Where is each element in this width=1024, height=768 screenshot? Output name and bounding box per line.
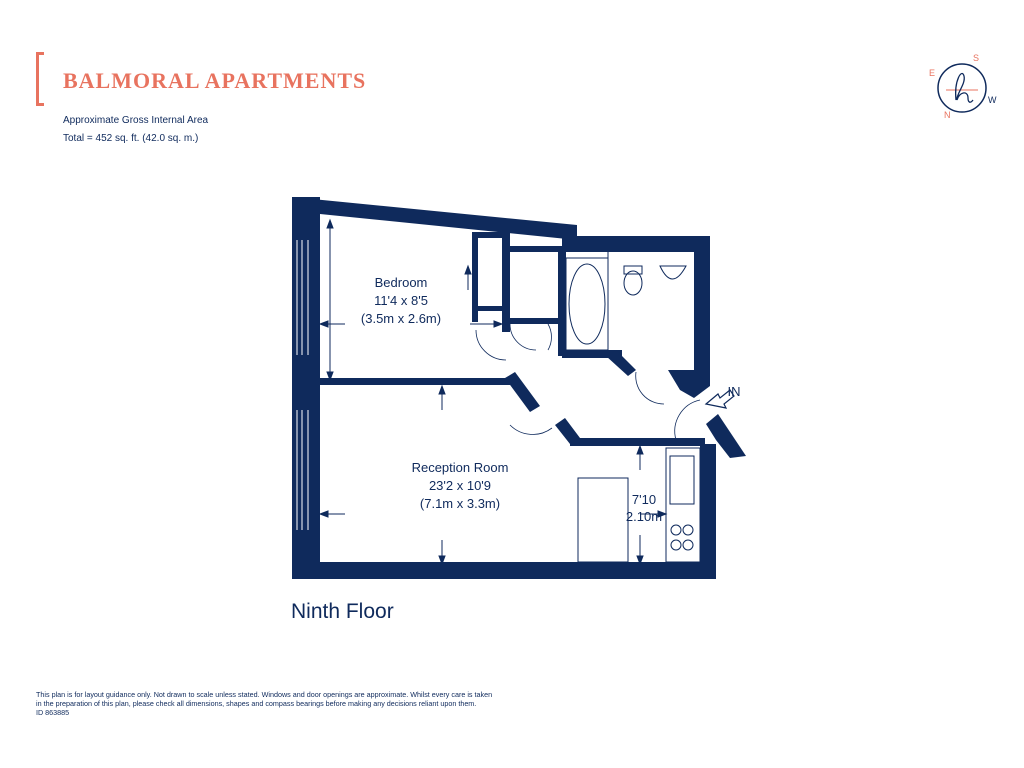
disclaimer-id: ID 863885 [36,708,70,717]
bedroom-partition-wall [320,378,510,385]
bathroom-east-wall [694,236,710,386]
toilet-cistern-icon [624,266,642,274]
fridge-freezer-icon [578,478,628,562]
toilet-icon [624,271,642,295]
bedroom-imperial: 11'4 x 8'5 [374,293,428,308]
bedroom-door-swing [476,330,506,360]
bathroom-north-wall [562,236,710,252]
reception-metric: (7.1m x 3.3m) [419,496,501,511]
hob-ring-icon [671,540,681,550]
south-wall [292,562,716,579]
entrance-door-swing [675,400,700,440]
hall-angled-wall [505,372,540,412]
bedroom-metric: (3.5m x 2.6m) [360,311,442,326]
kitchen-imperial: 7'10 [631,492,657,507]
bathroom-door-swing [636,372,664,404]
bath-basin-icon [569,264,605,344]
reception-imperial: 23'2 x 10'9 [428,478,492,493]
west-wall [292,197,320,579]
hob-ring-icon [683,525,693,535]
compass-w: W [988,95,997,105]
disclaimer-line-2: in the preparation of this plan, please check all dimensions, shapes and compass bearings before making any decisions reliant upon them. [36,699,477,708]
wardrobe-side [502,232,510,332]
dimension-arrows [320,220,666,564]
entrance-label: IN [727,384,741,399]
cupboard-door-swing-2 [548,324,551,350]
compass-n: N [944,110,951,120]
kitchen-metric: 2.10m [625,509,663,524]
compass-e: E [929,68,936,78]
walls [292,197,746,579]
bathroom-west-wall [558,246,566,356]
bedroom-name: Bedroom [374,275,428,290]
room-labels [361,275,741,524]
cupboard-door-swing [510,324,536,350]
cupboard-top-wall [510,246,562,252]
disclaimer-line-1: This plan is for layout guidance only. Not drawn to scale unless stated. Windows and door openings are approximate. Whilst every care is taken [36,690,493,699]
sink-icon [660,266,686,279]
disclaimer [36,690,596,717]
area-label: Approximate Gross Internal Area [63,115,209,126]
development-title: BALMORAL APARTMENTS [63,68,367,93]
bath-icon [566,258,608,350]
wardrobe-base [476,306,506,311]
hob-ring-icon [671,525,681,535]
area-total: Total = 452 sq. ft. (42.0 sq. m.) [63,133,199,144]
reception-door-swing [510,425,552,434]
kitchen-sink-icon [670,456,694,504]
reception-north-wall [570,438,705,446]
north-wall [292,197,577,240]
hob-ring-icon [683,540,693,550]
floor-label: Ninth Floor [291,600,394,623]
cupboard-bottom-wall [510,318,562,324]
compass-s: S [973,53,980,63]
kitchen-east-wall [700,444,716,579]
reception-name: Reception Room [411,460,509,475]
